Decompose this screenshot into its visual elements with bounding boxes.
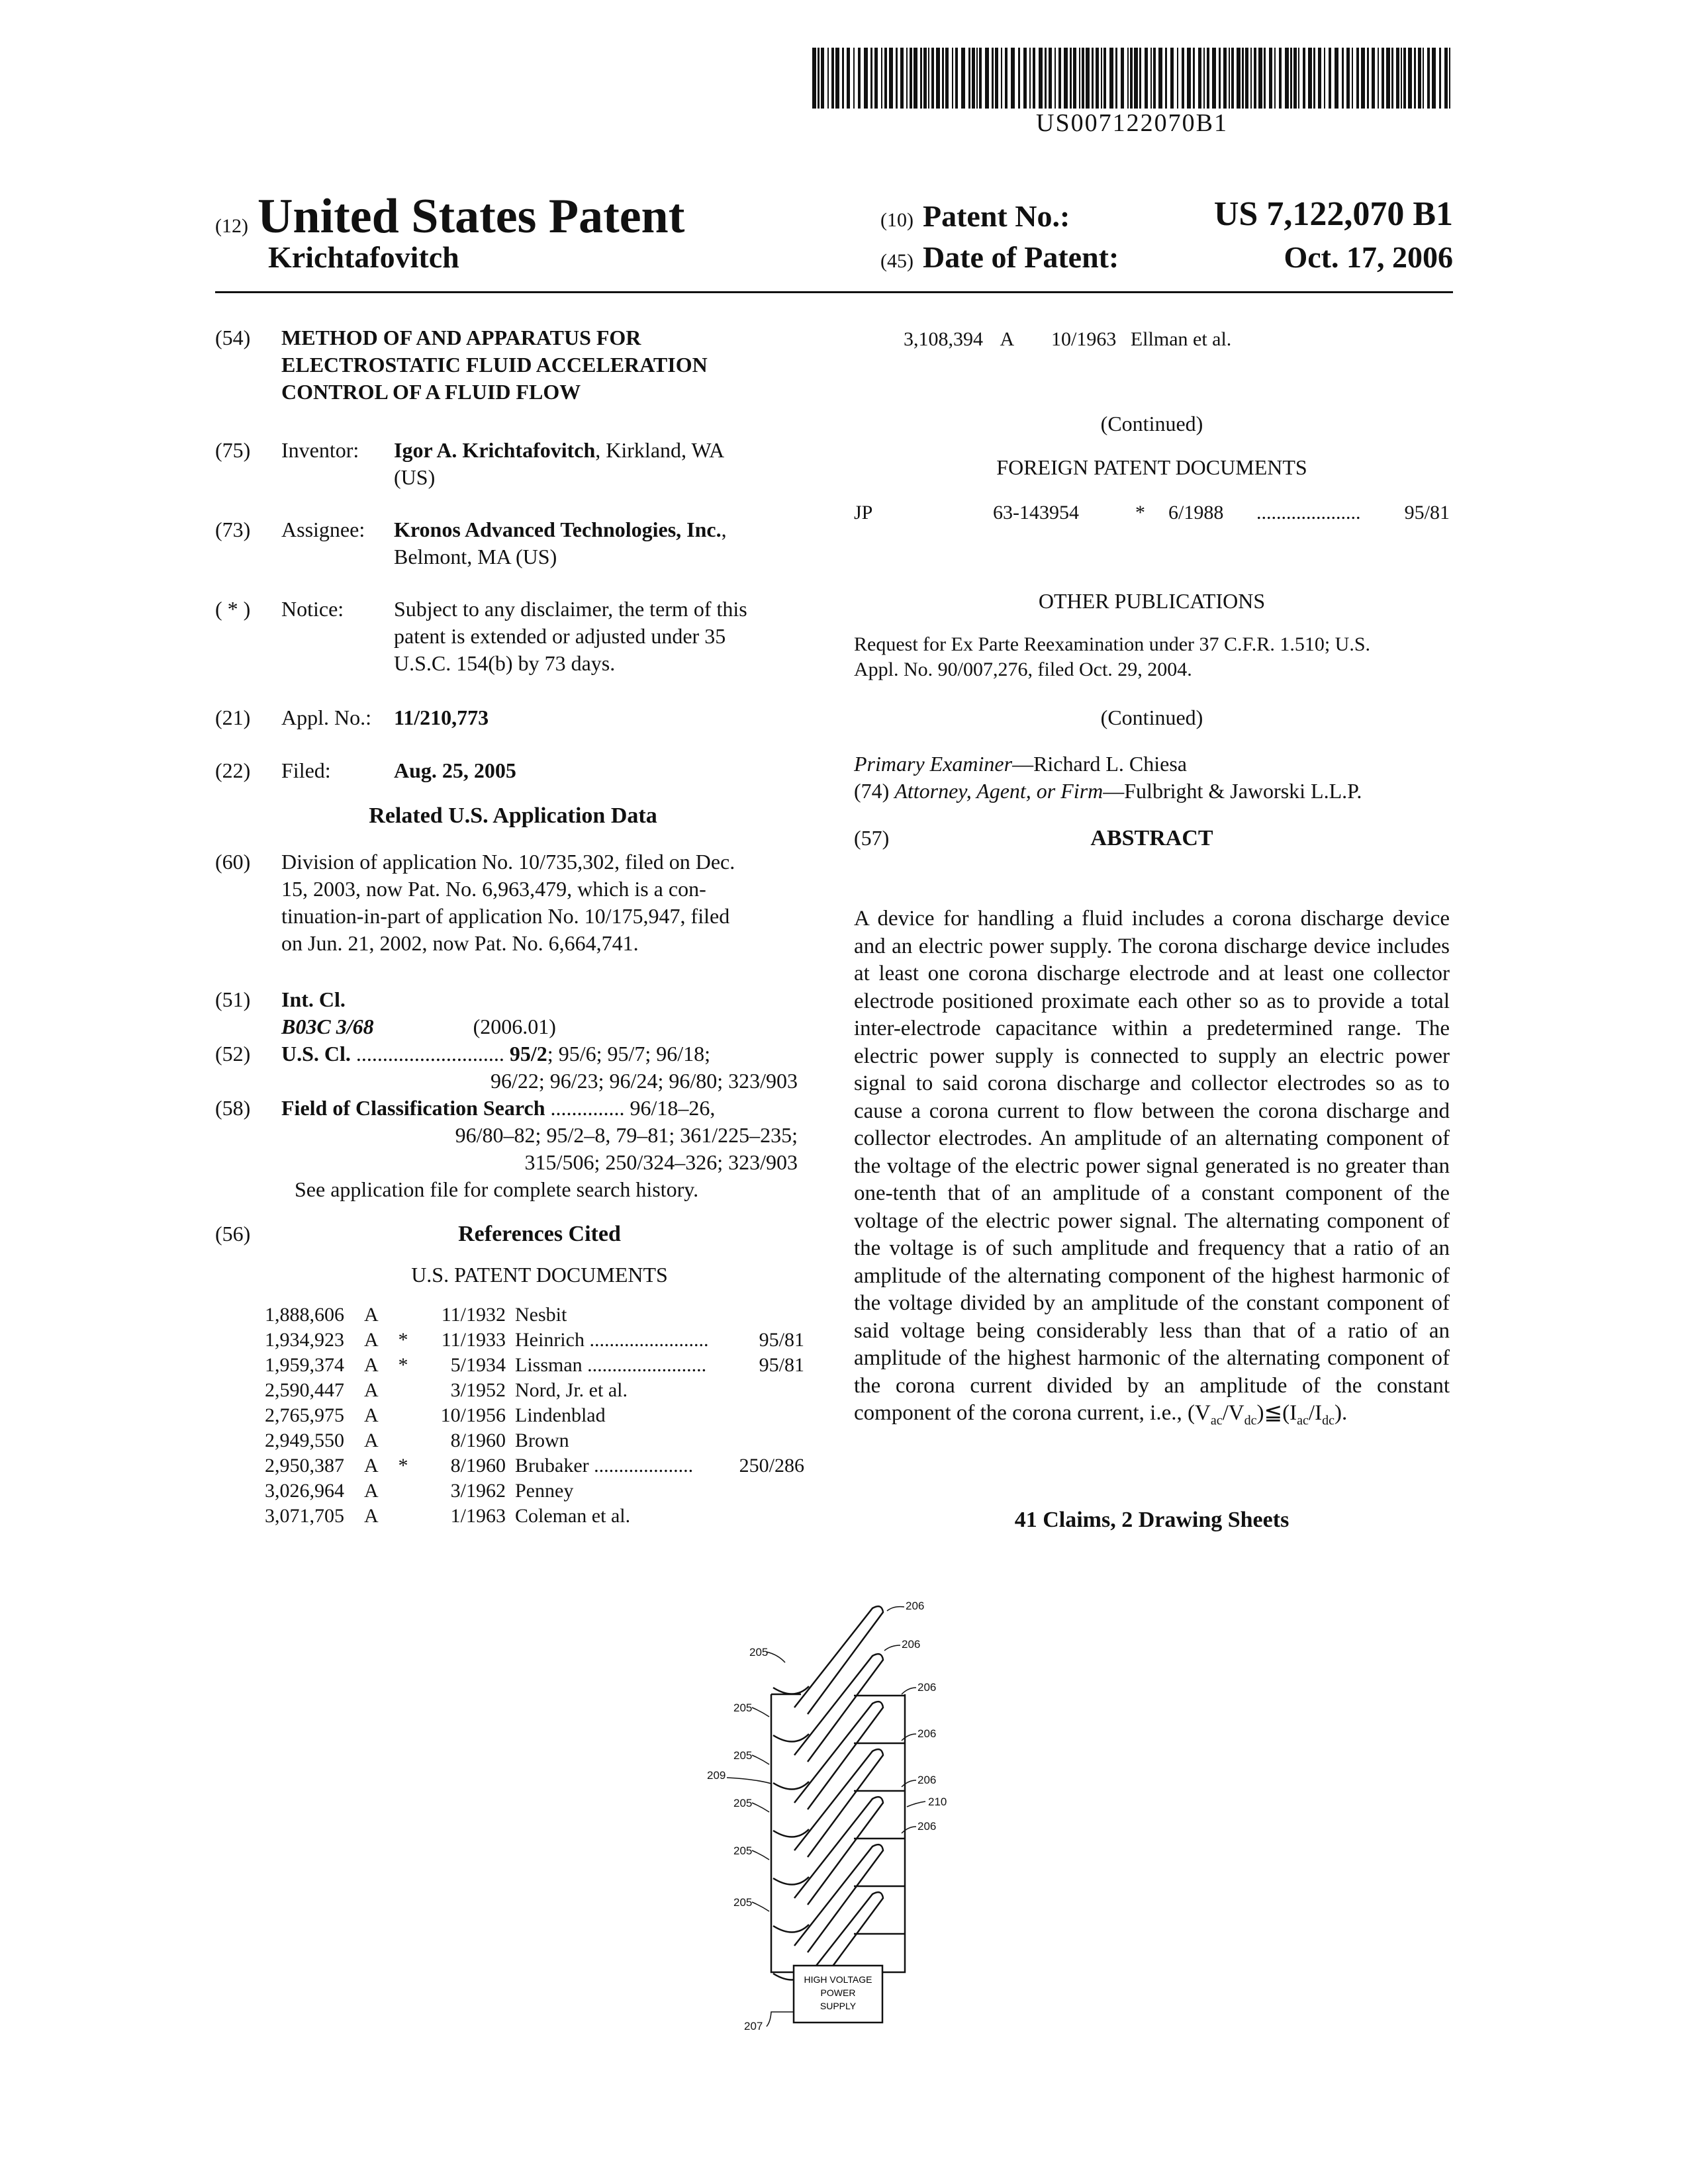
barcode-bar [1346, 48, 1350, 109]
figure-leader-lines [727, 1607, 925, 2026]
barcode-bar [923, 48, 927, 109]
barcode-bar [972, 48, 975, 109]
reference-row [265, 1302, 804, 1328]
reference-no: 2,950,387 [265, 1455, 344, 1477]
reference-star: * [398, 1455, 408, 1477]
reference-kind: A [364, 1505, 379, 1527]
reference-name: Brubaker .................... [515, 1455, 694, 1477]
reference-row [265, 1504, 804, 1529]
svg-text:206: 206 [917, 1820, 937, 1833]
reference-cls [727, 1504, 804, 1529]
barcode-bar [1335, 48, 1338, 109]
barcode-bar [842, 48, 844, 109]
patent-heading: United States Patent [257, 189, 685, 244]
reference-kind: A [364, 1354, 379, 1376]
barcode-bar [874, 48, 878, 109]
reference-name: Heinrich ........................ [515, 1329, 709, 1351]
barcode-bar [1219, 48, 1221, 109]
other-publications-heading: OTHER PUBLICATIONS [1038, 589, 1266, 613]
barcode-bar [936, 48, 940, 109]
inventor-name: Igor A. Krichtafovitch [394, 438, 596, 462]
power-supply-label-3: SUPPLY [820, 2001, 857, 2011]
barcode-bar [1170, 48, 1174, 109]
reference-no: 2,765,975 [265, 1404, 344, 1426]
reference-continued-row: 3,108,394 A 10/1963 Ellman et al. [904, 328, 1232, 350]
foreign-reference: JP 63-143954 * 6/1988 ..................... 95/81 [854, 502, 1450, 523]
barcode-bar [1329, 48, 1331, 109]
barcode-bar [1203, 48, 1205, 109]
barcode-bar [1082, 48, 1084, 109]
barcode-bar [847, 48, 850, 109]
corona-electrode [773, 1829, 809, 1837]
svg-text:205: 205 [749, 1646, 769, 1659]
barcode-bar [1367, 48, 1369, 109]
barcode-bar [1414, 48, 1416, 109]
barcode-bar [1432, 48, 1436, 109]
barcode-bar [992, 48, 994, 109]
abstract-text: A device for handling a fluid includes a corona discharge device and an electric power supply. The corona discharge device includes at least one corona discharge electrode and at least one collector electrode positioned proximate each other so as to provide a total inter-electrode capacitance within a predetermined range. The electric power supply is connected to supply an electric power signal to said corona discharge and collector electrodes so as to cause a corona current to flow between the corona discharge and collector electrodes. An amplitude of an alternating component of the voltage of the electric power signal generated is no greater than one-tenth that of an amplitude of a constant component of the voltage of the electric power signal. The alternating component of the voltage is of such amplitude and frequency that a ratio of an amplitude of the alternating component of the highest harmonic of the voltage divided by an amplitude of the constant component of said voltage being considerably less than that of a ratio of an amplitude of the highest harmonic of the alternating component of the corona current divided by an amplitude of the constant component of the corona current, i.e., $(V_{ac}/V_{dc})≦(I_{ac}/I_{dc})$. [854, 907, 1450, 1428]
barcode-bar [1361, 48, 1365, 109]
patent-number: US 7,122,070 B1 [1213, 195, 1453, 233]
barcode-bar [881, 48, 882, 109]
barcode-bar [1055, 48, 1056, 109]
barcode-bar [827, 48, 829, 109]
barcode-bar [1229, 48, 1230, 109]
reference-name: Brown [515, 1430, 569, 1451]
barcode-bar [1279, 48, 1282, 109]
power-supply-label-2: POWER [820, 1987, 856, 1998]
reference-no: 1,934,923 [265, 1329, 344, 1351]
barcode-bar [985, 48, 989, 109]
barcode-bar [1223, 48, 1227, 109]
invention-title: METHOD OF AND APPARATUS FOR ELECTROSTATIC FLUID ACCELERATION CONTROL OF A FLUID FLOW [281, 326, 708, 404]
barcode-bar [1121, 48, 1124, 109]
us-patent-documents-heading: U.S. PATENT DOCUMENTS [411, 1263, 668, 1287]
barcode-bar [914, 48, 917, 109]
field-60: (60) Division of application No. 10/735,302, filed on Dec. 15, 2003, now Pat. No. 6,963,479, which is a con- tinuation-in-part of application No. 10/175,947, filed on Jun. 21, 2002, now Pat. No. 6,664,741. [215, 850, 735, 955]
patent-date: Oct. 17, 2006 [1284, 240, 1453, 274]
barcode-bar [1444, 48, 1448, 109]
inventor-surname: Krichtafovitch [268, 240, 459, 274]
reference-date: 8/1960 [450, 1455, 506, 1477]
reference-kind: A [364, 1430, 379, 1451]
application-number: 11/210,773 [394, 705, 489, 729]
barcode-bar [928, 48, 929, 109]
barcode-bar [1064, 48, 1068, 109]
barcode-bar [1073, 48, 1076, 109]
field-51: (51) Int. Cl. B03C 3/68 (2006.01) [215, 987, 556, 1038]
reference-cls: 95/81 [759, 1354, 804, 1376]
reference-no: 1,888,606 [265, 1304, 344, 1326]
barcode-bar [1101, 48, 1102, 109]
reference-name: Penney [515, 1480, 574, 1502]
barcode-bar [976, 48, 978, 109]
corona-electrode [773, 1925, 809, 1933]
reference-date: 11/1932 [441, 1304, 506, 1326]
svg-text:206: 206 [906, 1600, 925, 1612]
barcode-bar [1318, 48, 1321, 109]
svg-text:205: 205 [733, 1844, 753, 1857]
svg-text:209: 209 [707, 1769, 726, 1782]
barcode-bar [858, 48, 861, 109]
barcode-bar [1449, 48, 1450, 109]
barcode-bar [900, 48, 904, 109]
barcode-number: US007122070B1 [1036, 109, 1228, 137]
corona-electrode [773, 1877, 809, 1885]
barcode-bar [1386, 48, 1390, 109]
assignee-name: Kronos Advanced Technologies, Inc. [394, 518, 722, 541]
barcode-bar [1103, 48, 1106, 109]
barcode-bar [870, 48, 872, 109]
barcode-bar [979, 48, 982, 109]
barcode-bar [1231, 48, 1234, 109]
corona-electrode [773, 1734, 809, 1742]
reference-no: 3,071,705 [265, 1505, 344, 1527]
barcode-bar [995, 48, 998, 109]
continued-label-2: (Continued) [1100, 705, 1203, 729]
barcode-bar [961, 48, 965, 109]
patent-title-block [215, 189, 684, 245]
barcode-bar [1198, 48, 1201, 109]
barcode-bar [1127, 48, 1129, 109]
barcode-bar [1423, 48, 1424, 109]
continued-label-1: (Continued) [1100, 412, 1203, 435]
barcode-bar [1308, 48, 1312, 109]
reference-cls [727, 1428, 804, 1453]
barcode-bar [1130, 48, 1133, 109]
barcode-bar [1029, 48, 1031, 109]
barcode-bar [1324, 48, 1325, 109]
barcode-bar [942, 48, 944, 109]
patent-figure [695, 1582, 973, 2045]
barcode-bar [896, 48, 898, 109]
barcode-bar [1342, 48, 1344, 109]
filed-date: Aug. 25, 2005 [394, 758, 516, 782]
reference-star [387, 1302, 420, 1328]
svg-text:206: 206 [917, 1774, 937, 1786]
reference-cls [727, 1378, 804, 1403]
barcode-bar [910, 48, 912, 109]
barcode-bar [1177, 48, 1178, 109]
barcode-bar [1045, 48, 1047, 109]
barcode-bar [1264, 48, 1266, 109]
svg-text:206: 206 [902, 1638, 921, 1651]
barcode-bar [906, 48, 908, 109]
reference-row [265, 1403, 804, 1428]
reference-no: 2,590,447 [265, 1379, 344, 1401]
barcode-bar [853, 48, 855, 109]
barcode-bar [1150, 48, 1152, 109]
barcode-bar [1269, 48, 1272, 109]
patent-number-label: Patent No.: [922, 199, 1070, 233]
reference-name: Lissman ........................ [515, 1354, 707, 1376]
reference-date: 1/1963 [450, 1505, 506, 1527]
barcode-bar [1079, 48, 1080, 109]
reference-cls [727, 1302, 804, 1328]
attorney-line: (74) Attorney, Agent, or Firm—Fulbright & Jaworski L.L.P. [854, 779, 1362, 803]
field-58: (58) Field of Classification Search .............. 96/18–26, 96/80–82; 95/2–8, 79–81; 361/225–235; 315/506; 250/324–326; 323/903 See application file for complete search history. [215, 1096, 798, 1201]
svg-text:205: 205 [733, 1896, 753, 1909]
barcode-bar [1391, 48, 1393, 109]
barcode-bar [1070, 48, 1072, 109]
barcode-bar [1313, 48, 1315, 109]
barcode-bar [1254, 48, 1256, 109]
svg-text:205: 205 [733, 1749, 753, 1762]
barcode-bar [920, 48, 922, 109]
barcode-bar [1153, 48, 1156, 109]
reference-row [265, 1428, 804, 1453]
reference-no: 1,959,374 [265, 1354, 344, 1376]
barcode-bar [1245, 48, 1248, 109]
barcode-bar [1382, 48, 1384, 109]
field-75: (75) Inventor: Igor A. Krichtafovitch, Kirkland, WA (US) [215, 438, 725, 489]
reference-date: 10/1956 [440, 1404, 506, 1426]
barcode-bar [1039, 48, 1043, 109]
barcode-bar [955, 48, 958, 109]
barcode-bar [1408, 48, 1412, 109]
field-52: (52) U.S. Cl. ............................ 95/2; 95/6; 95/7; 96/18; 96/22; 96/23; 96/24; 96/80; 323/903 [215, 1042, 798, 1093]
barcode-bar [1049, 48, 1052, 109]
reference-no: 2,949,550 [265, 1430, 344, 1451]
barcode-bar [884, 48, 887, 109]
figure-wiring [771, 1694, 905, 1972]
reference-date: 3/1952 [450, 1379, 506, 1401]
reference-name: Nesbit [515, 1304, 567, 1326]
barcode-bar [1352, 48, 1353, 109]
barcode-bar [931, 48, 934, 109]
barcode-bar [1187, 48, 1191, 109]
barcode-bar [889, 48, 893, 109]
barcode-bar [864, 48, 868, 109]
barcode-bar [1134, 48, 1138, 109]
reference-star [387, 1378, 420, 1403]
reference-row [265, 1453, 804, 1479]
reference-star [387, 1504, 420, 1529]
code-45: (45) [880, 250, 914, 272]
barcode-bar [1258, 48, 1262, 109]
barcode-bar [1237, 48, 1241, 109]
barcode-bar [1274, 48, 1276, 109]
reference-star [387, 1479, 420, 1504]
reference-star: * [398, 1329, 408, 1351]
corona-electrode [773, 1686, 809, 1694]
barcode-bar [1092, 48, 1094, 109]
reference-row [265, 1328, 804, 1353]
barcode-bar [835, 48, 839, 109]
barcode-bar [1005, 48, 1008, 109]
svg-text:205: 205 [733, 1702, 753, 1714]
reference-cls: 95/81 [759, 1329, 804, 1351]
date-label: Date of Patent: [922, 240, 1119, 274]
barcode-bar [831, 48, 834, 109]
barcode-bar [1293, 48, 1297, 109]
barcode-bar [1290, 48, 1292, 109]
field-56: (56) References Cited [215, 1222, 621, 1246]
barcode-bar [1086, 48, 1090, 109]
reference-cls: 250/286 [739, 1455, 804, 1477]
barcode-bar [1011, 48, 1015, 109]
other-publications: Request for Ex Parte Reexamination under 37 C.F.R. 1.510; U.S. Appl. No. 90/007,276, filed Oct. 29, 2004. [854, 633, 1370, 680]
barcode-bar [818, 48, 820, 109]
reference-row [265, 1378, 804, 1403]
svg-text:206: 206 [917, 1681, 937, 1694]
examiner-line: Primary Examiner—Richard L. Chiesa [854, 752, 1187, 776]
field-54: (54) METHOD OF AND APPARATUS FOR ELECTROSTATIC FLUID ACCELERATION CONTROL OF A FLUID FLOW [215, 324, 811, 406]
barcode-bar [1193, 48, 1195, 109]
reference-kind: A [364, 1480, 379, 1502]
reference-kind: A [364, 1455, 379, 1477]
barcode-bar [1298, 48, 1299, 109]
svg-text:207: 207 [744, 2020, 763, 2032]
claims-summary: 41 Claims, 2 Drawing Sheets [1014, 1508, 1289, 1532]
barcode-bar [1096, 48, 1099, 109]
power-supply-label-1: HIGH VOLTAGE [804, 1974, 872, 1985]
code-12: (12) [215, 215, 248, 237]
int-class: B03C 3/68 [281, 1015, 374, 1038]
barcode-bar [1001, 48, 1002, 109]
reference-kind: A [364, 1329, 379, 1351]
barcode-bar [1285, 48, 1289, 109]
related-data-heading: Related U.S. Application Data [369, 803, 657, 828]
reference-kind: A [364, 1304, 379, 1326]
reference-cls [727, 1403, 804, 1428]
reference-row [265, 1479, 804, 1504]
barcode-bar [1139, 48, 1141, 109]
barcode-bar [1109, 48, 1113, 109]
barcode-bar [1372, 48, 1375, 109]
barcode-bar [1158, 48, 1162, 109]
barcode-bar [1207, 48, 1209, 109]
reference-name: Coleman et al. [515, 1505, 631, 1527]
barcode-bar [1033, 48, 1035, 109]
barcode [811, 48, 1453, 109]
svg-text:206: 206 [917, 1727, 937, 1740]
reference-kind: A [364, 1379, 379, 1401]
barcode-bar [1427, 48, 1430, 109]
reference-name: Nord, Jr. et al. [515, 1379, 628, 1401]
reference-date: 8/1960 [450, 1430, 506, 1451]
barcode-bar [1250, 48, 1252, 109]
barcode-bar [1378, 48, 1379, 109]
barcode-bar [1418, 48, 1421, 109]
barcode-bar [1182, 48, 1184, 109]
barcode-bar [821, 48, 824, 109]
barcode-bar [1303, 48, 1305, 109]
barcode-bar [1396, 48, 1399, 109]
barcode-bar [968, 48, 970, 109]
barcode-bar [812, 48, 816, 109]
header-rule [215, 291, 1453, 293]
barcode-bar [1058, 48, 1061, 109]
code-10: (10) [880, 209, 914, 231]
barcode-bar [1018, 48, 1020, 109]
reference-star [387, 1428, 420, 1453]
barcode-bar [1356, 48, 1359, 109]
barcode-bar [952, 48, 953, 109]
reference-row [265, 1353, 804, 1378]
barcode-bar [1242, 48, 1244, 109]
reference-name: Lindenblad [515, 1404, 606, 1426]
reference-kind: A [364, 1404, 379, 1426]
barcode-bar [945, 48, 949, 109]
reference-date: 11/1933 [441, 1329, 506, 1351]
svg-text:210: 210 [928, 1796, 947, 1808]
barcode-bar [1145, 48, 1148, 109]
patent-number-row [880, 195, 1453, 238]
reference-date: 3/1962 [450, 1480, 506, 1502]
foreign-docs-heading: FOREIGN PATENT DOCUMENTS [996, 455, 1307, 479]
barcode-bar [1403, 48, 1406, 109]
reference-star: * [398, 1354, 408, 1376]
patent-date-row [880, 240, 1453, 279]
reference-star [387, 1403, 420, 1428]
reference-no: 3,026,964 [265, 1480, 344, 1502]
barcode-bar [1165, 48, 1167, 109]
field-73: (73) Assignee: Kronos Advanced Technologies, Inc., Belmont, MA (US) [215, 518, 727, 569]
abstract-heading: (57) ABSTRACT [854, 826, 1213, 850]
reference-date: 5/1934 [450, 1354, 506, 1376]
corona-electrode [773, 1782, 809, 1790]
barcode-bar [1439, 48, 1441, 109]
reference-cls [727, 1479, 804, 1504]
barcode-bar [1023, 48, 1027, 109]
us-references-table [265, 1302, 804, 1529]
notice: ( * ) Notice: Subject to any disclaimer, the term of this patent is extended or adjusted under 35 U.S.C. 154(b) by 73 days. [215, 597, 747, 675]
barcode-bar [1115, 48, 1117, 109]
abstract-formula: $(V_{ac}/V_{dc})≦(I_{ac}/I_{dc})$. [1187, 1401, 1348, 1428]
svg-text:205: 205 [733, 1797, 753, 1809]
barcode-bar [1212, 48, 1216, 109]
barcode-bar [1401, 48, 1402, 109]
figure-electrodes [773, 1606, 905, 2000]
